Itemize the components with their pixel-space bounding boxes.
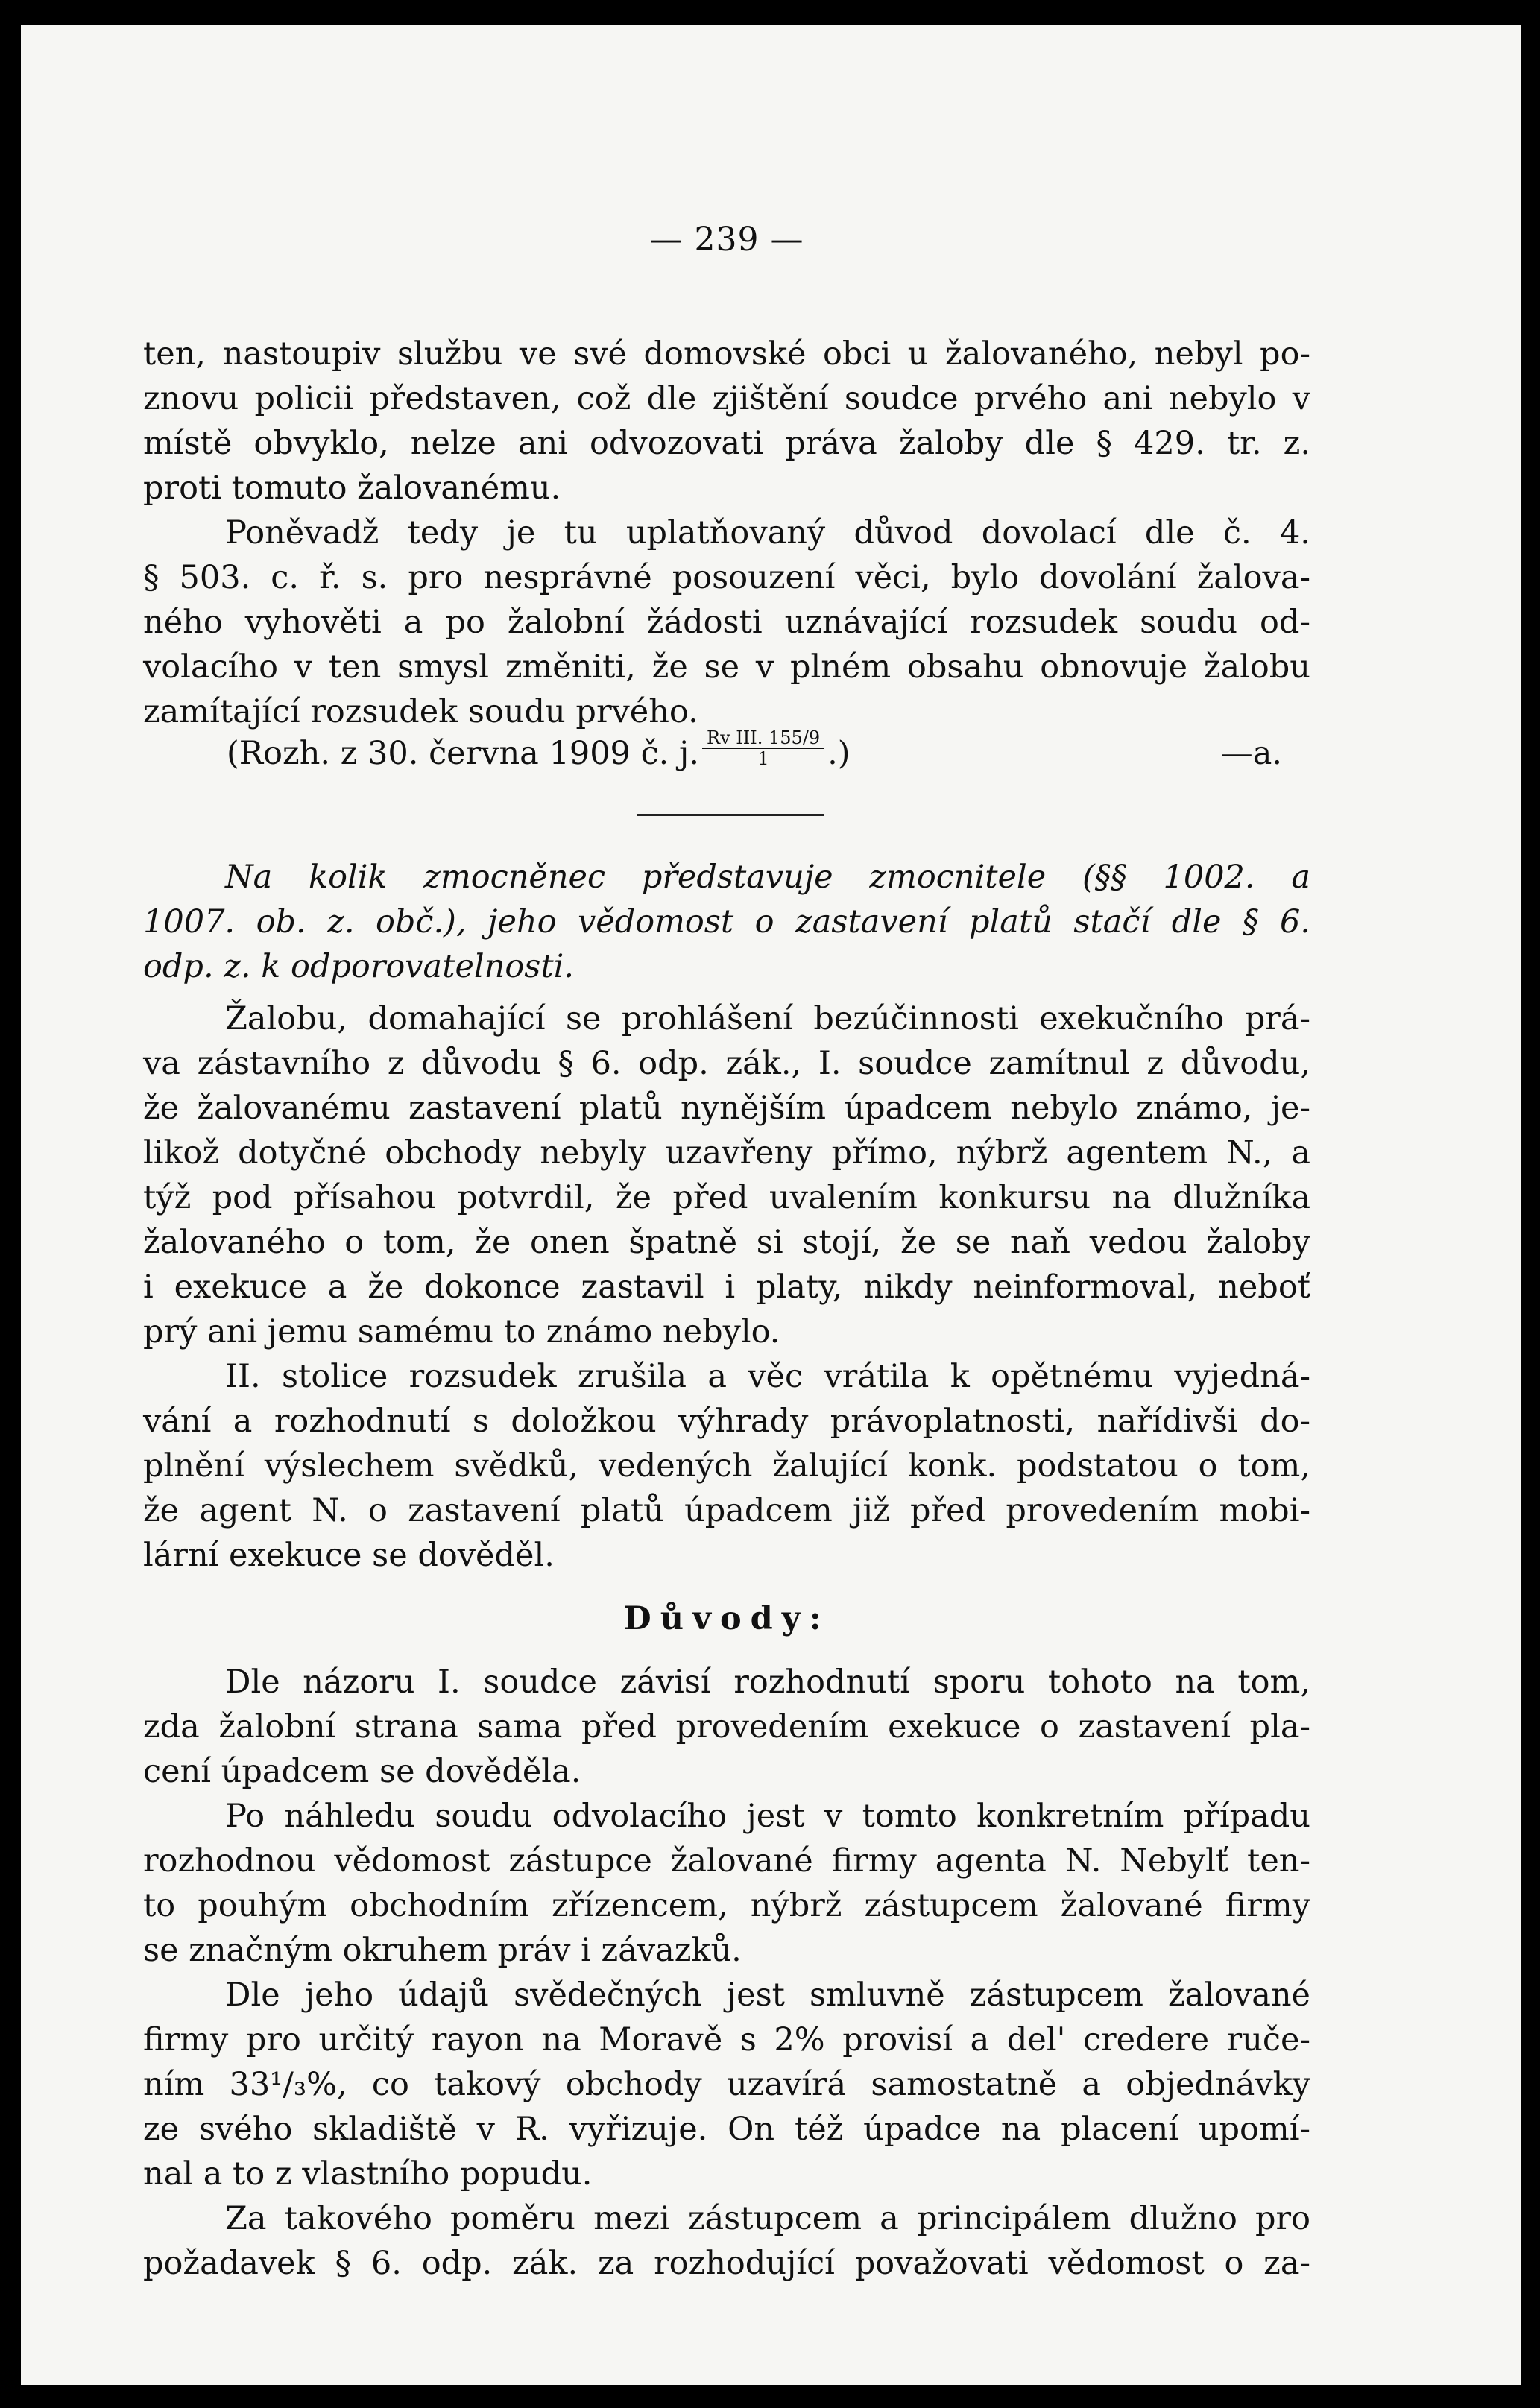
text-line: se značným okruhem práv i závazků. <box>143 1932 742 1969</box>
section-divider <box>637 814 824 816</box>
citation <box>143 724 1310 783</box>
section-heading: Důvody: <box>623 1600 830 1637</box>
text-line: Poněvadž tedy je tu uplatňovaný důvod dovolací dle č. 4. <box>225 514 1310 552</box>
text-line: zamítající rozsudek soudu prvého. <box>143 693 698 730</box>
text-line: § 503. c. ř. s. pro nesprávné posouzení věci, bylo dovolání žalova- <box>143 559 1310 596</box>
citation-fraction <box>702 728 824 768</box>
text-line: znovu policii představen, což dle zjištění soudce prvého ani nebylo v <box>143 380 1310 417</box>
text-line: ného vyhověti a po žalobní žádosti uznávající rozsudek soudu od- <box>143 604 1310 641</box>
text-line: II. stolice rozsudek zrušila a věc vrátila k opětnému vyjedná- <box>225 1358 1310 1395</box>
headnote-line: Na kolik zmocněnec představuje zmocnitele (§§ 1002. a <box>225 859 1310 896</box>
text-line: prý ani jemu samému to známo nebylo. <box>143 1313 780 1350</box>
text-line: ze svého skladiště v R. vyřizuje. On též úpadce na placení upomí- <box>143 2111 1310 2148</box>
text-line: rozhodnou vědomost zástupce žalované firmy agenta N. Nebylť ten- <box>143 1842 1310 1880</box>
text-line: cení úpadcem se dověděla. <box>143 1753 581 1790</box>
headnote-line: odp. z. k odporovatelnosti. <box>143 948 575 985</box>
text-line: vání a rozhodnutí s doložkou výhrady právoplatnosti, nařídivši do- <box>143 1403 1310 1440</box>
text-line: Za takového poměru mezi zástupcem a principálem dlužno pro <box>225 2200 1310 2237</box>
scanned-page <box>21 25 1521 2385</box>
text-line: likož dotyčné obchody nebyly uzavřeny přímo, nýbrž agentem N., a <box>143 1134 1310 1172</box>
text-line: firmy pro určitý rayon na Moravě s 2% provisí a del' credere ruče- <box>143 2021 1310 2058</box>
text-line: proti tomuto žalovanému. <box>143 470 561 507</box>
text-line: požadavek § 6. odp. zák. za rozhodující považovati vědomost o za- <box>143 2245 1310 2282</box>
text-line: ten, nastoupiv službu ve své domovské obci u žalovaného, nebyl po- <box>143 335 1310 373</box>
text-line: místě obvyklo, nelze ani odvozovati práva žaloby dle § 429. tr. z. <box>143 425 1310 462</box>
text-line: to pouhým obchodním zřízencem, nýbrž zástupcem žalované firmy <box>143 1887 1310 1924</box>
text-line: zda žalobní strana sama před provedením exekuce o zastavení pla- <box>143 1708 1310 1745</box>
text-line: Dle názoru I. soudce závisí rozhodnutí sporu tohoto na tom, <box>225 1663 1310 1701</box>
headnote-line: 1007. ob. z. obč.), jeho vědomost o zastavení platů stačí dle § 6. <box>143 903 1310 941</box>
text-line: volacího v ten smysl změniti, že se v plném obsahu obnovuje žalobu <box>143 648 1310 686</box>
text-line: i exekuce a že dokonce zastavil i platy, nikdy neinformoval, neboť <box>143 1268 1310 1306</box>
text-line: týž pod přísahou potvrdil, že před uvalením konkursu na dlužníka <box>143 1179 1310 1216</box>
text-line: nal a to z vlastního popudu. <box>143 2155 593 2193</box>
text-line: plnění výslechem svědků, vedených žalující konk. podstatou o tom, <box>143 1447 1310 1485</box>
text-line: že žalovanému zastavení platů nynějším úpadcem nebylo známo, je- <box>143 1090 1310 1127</box>
text-line: lární exekuce se dověděl. <box>143 1537 555 1574</box>
fraction-denominator: 1 <box>757 748 769 769</box>
signature: —a. <box>1220 735 1282 772</box>
fraction-numerator: Rv III. 155/9 <box>702 728 824 749</box>
text-line: žalovaného o tom, že onen špatně si stojí, že se naň vedou žaloby <box>143 1224 1310 1261</box>
text-line: ním 33¹/₃%, co takový obchody uzavírá samostatně a objednávky <box>143 2066 1310 2103</box>
citation-suffix: .) <box>827 735 851 772</box>
text-line: va zástavního z důvodu § 6. odp. zák., I. soudce zamítnul z důvodu, <box>143 1045 1310 1082</box>
text-line: Dle jeho údajů svědečných jest smluvně zástupcem žalované <box>225 1976 1310 2014</box>
text-line: že agent N. o zastavení platů úpadcem již před provedením mobi- <box>143 1492 1310 1529</box>
citation-prefix: (Rozh. z 30. června 1909 č. j. <box>227 735 699 772</box>
text-line: Žalobu, domahající se prohlášení bezúčinnosti exekučního prá- <box>225 1000 1310 1037</box>
page-number: — 239 — <box>649 221 804 259</box>
text-line: Po náhledu soudu odvolacího jest v tomto konkretním případu <box>225 1798 1310 1835</box>
